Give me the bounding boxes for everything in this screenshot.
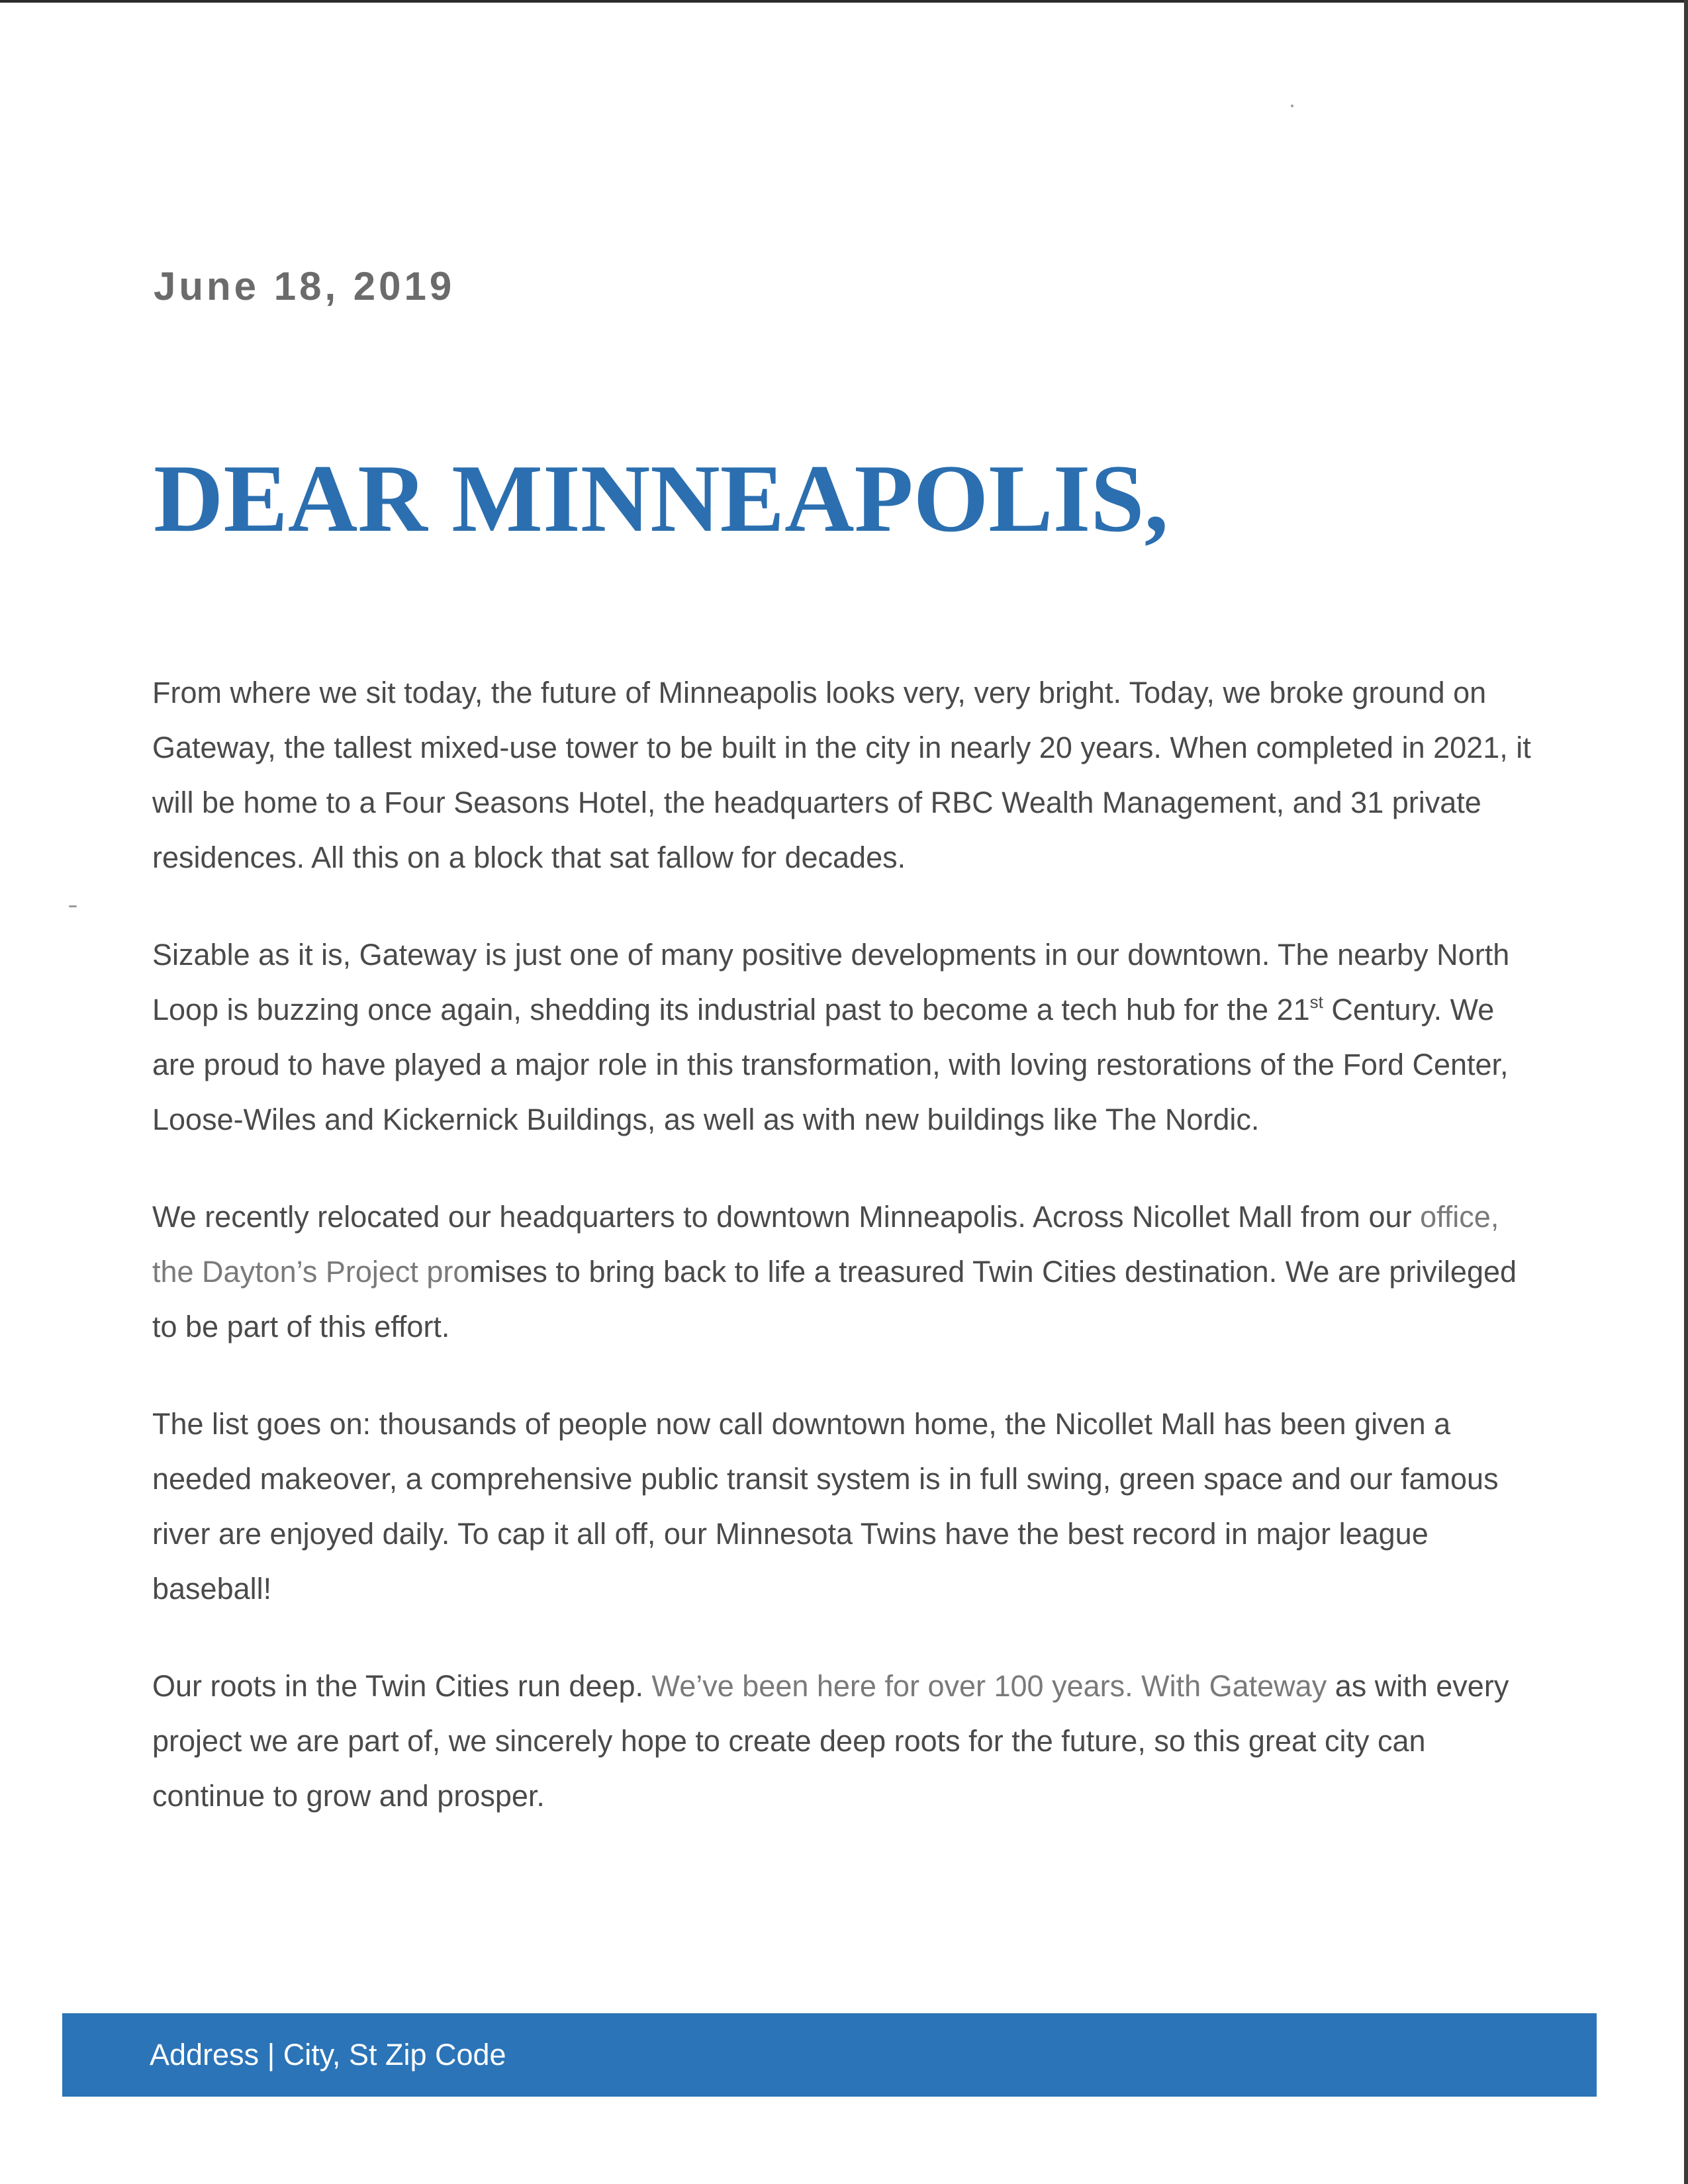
scan-speck [1291,105,1293,107]
letter-date: June 18, 2019 [154,264,455,308]
footer-address: Address | City, St Zip Code [150,2038,506,2071]
scan-top-edge [0,0,1688,3]
footer-bar [62,2013,1597,2097]
letter-body [152,665,1536,1823]
paragraph-5-text-b: We’ve been here for over 100 years. With Gateway [651,1669,1327,1703]
paragraph-3 [152,1189,1536,1354]
paragraph-5-text-a: Our roots in the Twin Cities run deep. [152,1669,652,1703]
paragraph-3-text-a: We recently relocated our headquarters to downtown Minneapolis. Across Nicollet Mall from our [152,1200,1421,1234]
paragraph-2-text-a: Sizable as it is, Gateway is just one of many positive developments in our downtown. The nearby North Loop is buzzing once again, shedding its industrial past to become a tech hub for the 21 [152,938,1510,1026]
scan-speck [69,905,77,907]
ordinal-superscript: st [1309,992,1323,1012]
paragraph-2-text-b: Century. We are proud to have played a major role in this transformation, with loving restorations of the Ford Center, Loose-Wiles and Kickernick Buildings, as well as with new buildings like The Nordic. [152,993,1509,1136]
paragraph-1: From where we sit today, the future of Minneapolis looks very, very bright. Today, we broke ground on Gateway, the tallest mixed-use tower to be built in the city in nearly 20 years. When completed in 2021, it will be home to a Four Seasons Hotel, the headquarters of RBC Wealth Management, and 31 private residences. All this on a block that sat fallow for decades. [152,676,1531,874]
paragraph-3-text-b: office, the Dayton’s Project pro [152,1200,1499,1289]
paragraph-5-text-c: as with every project we are part of, we sincerely hope to create deep roots for the future, so this great city can continue to grow and prosper. [152,1669,1509,1813]
scan-right-edge [1684,0,1688,2184]
paragraph-4: The list goes on: thousands of people now call downtown home, the Nicollet Mall has been given a needed makeover, a comprehensive public transit system is in full swing, green space and our famous river are enjoyed daily. To cap it all off, our Minnesota Twins have the best record in major league baseball! [152,1407,1499,1606]
paragraph-2 [152,927,1536,1147]
paragraph-3-text-c: mises to bring back to life a treasured Twin Cities destination. We are privileged to be part of this effort. [152,1255,1517,1343]
letter-salutation: DEAR MINNEAPOLIS, [154,445,1169,552]
paragraph-5 [152,1659,1536,1823]
